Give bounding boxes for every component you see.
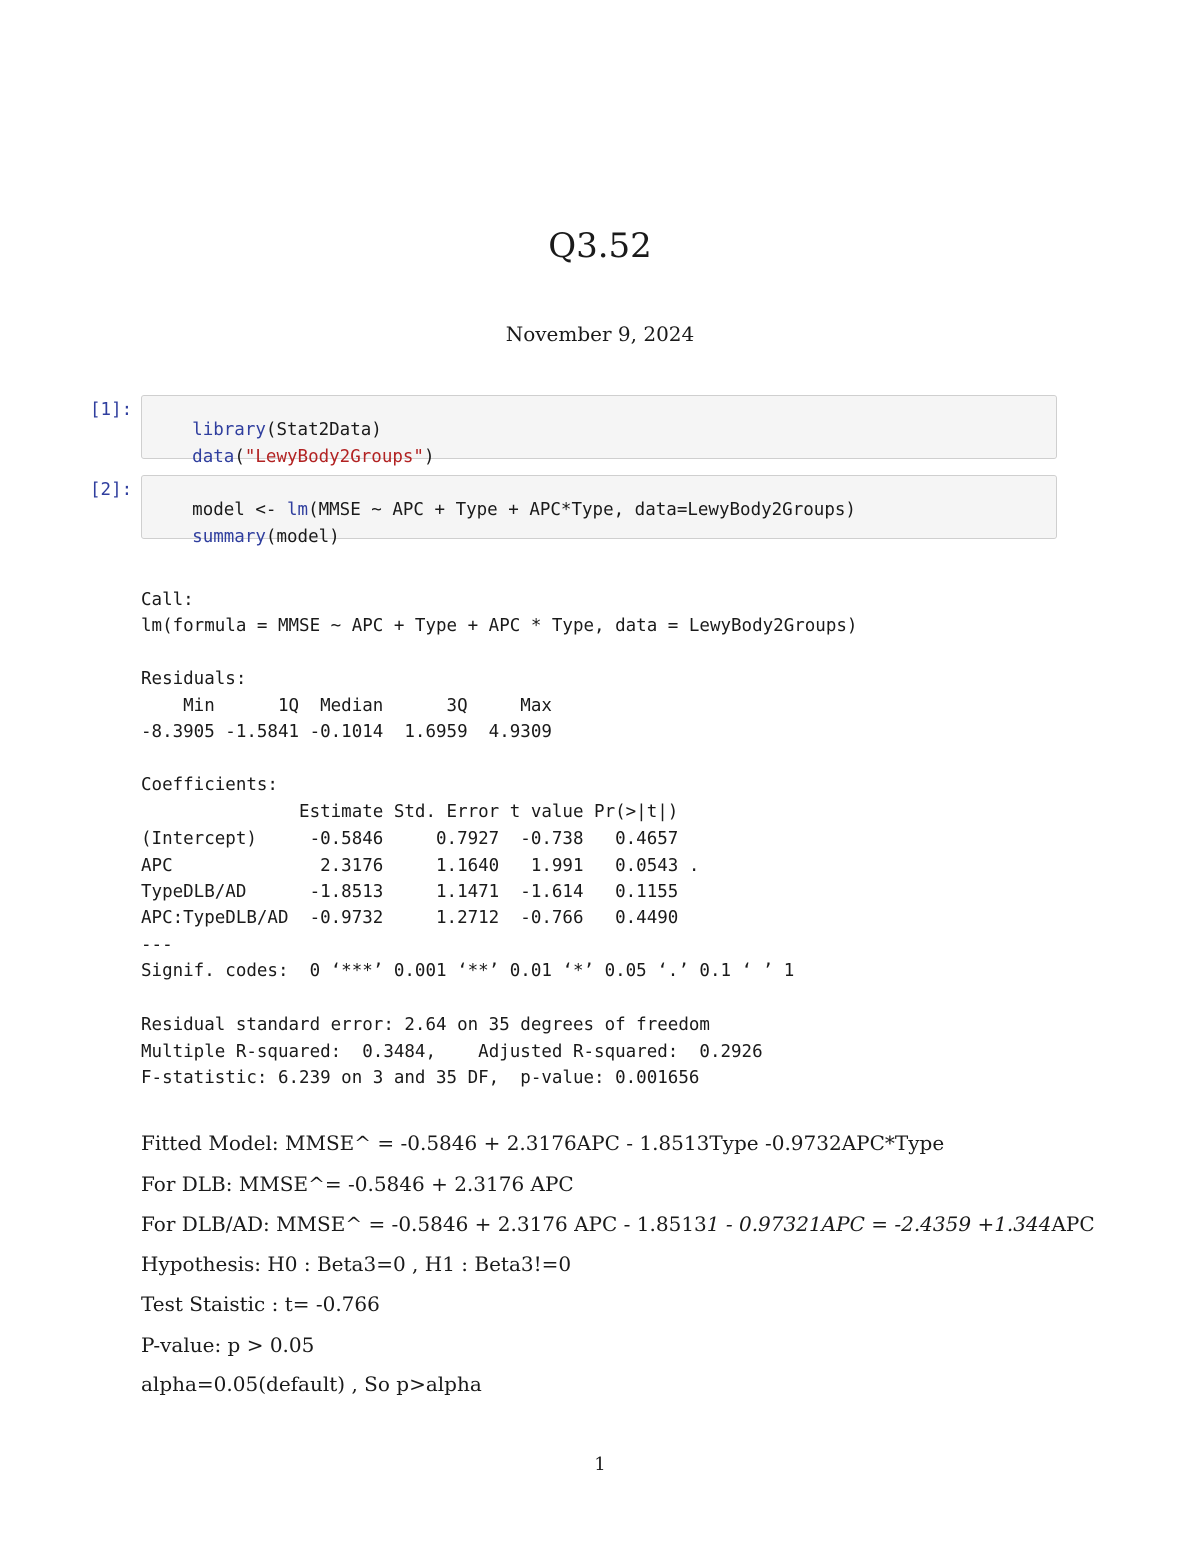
document-date: November 9, 2024: [505, 322, 695, 346]
page-number: 1: [594, 1454, 606, 1475]
output-line: Coefficients:: [141, 775, 278, 795]
dlbad-part-b: 1 - 0.97321APC = -2.4359 +1.344: [706, 1212, 1052, 1236]
output-line: ---: [141, 935, 173, 955]
code-token: (model): [265, 527, 340, 547]
output-line: Residual standard error: 2.64 on 35 degrees of freedom: [141, 1015, 710, 1035]
code-token: lm: [286, 500, 309, 520]
code-token: ): [423, 447, 435, 467]
output-line: Min 1Q Median 3Q Max: [141, 696, 563, 716]
output-line: TypeDLB/AD -1.8513 1.1471 -1.614 0.1155: [141, 882, 700, 902]
output-line: APC:TypeDLB/AD -0.9732 1.2712 -0.766 0.4490: [141, 908, 700, 928]
code-token: library: [192, 420, 266, 440]
output-line: Multiple R-squared: 0.3484, Adjusted R-squared: 0.2926: [141, 1042, 774, 1062]
dlbad-part-c: APC: [1051, 1212, 1095, 1236]
output-line: Signif. codes: 0 ‘***’ 0.001 ‘**’ 0.01 ‘*’ 0.05 ‘.’ 0.1 ‘ ’ 1: [141, 961, 795, 981]
output-line: lm(formula = MMSE ~ APC + Type + APC * Type, data = LewyBody2Groups): [141, 616, 858, 636]
test-statistic-text: Test Staistic : t= -0.766: [141, 1292, 380, 1316]
hypothesis-text: Hypothesis: H0 : Beta3=0 , H1 : Beta3!=0: [141, 1252, 572, 1276]
alpha-text: alpha=0.05(default) , So p>alpha: [141, 1372, 482, 1396]
code-token: (Stat2Data): [265, 420, 382, 440]
fitted-model-text: Fitted Model: MMSE^ = -0.5846 + 2.3176APC - 1.8513Type -0.9732APC*Type: [141, 1131, 945, 1155]
code-token: data: [192, 447, 235, 467]
cell-2-prompt: [2]:: [90, 480, 133, 500]
dlbad-part-a: For DLB/AD: MMSE^ = -0.5846 + 2.3176 APC - 1.8513: [141, 1212, 707, 1236]
dlbad-model-text: [141, 1212, 1095, 1236]
output-line: F-statistic: 6.239 on 3 and 35 DF, p-value: 0.001656: [141, 1068, 700, 1088]
code-token: (: [234, 447, 245, 467]
output-line: Call:: [141, 590, 194, 610]
code-token: model <-: [192, 500, 287, 520]
code-token: summary: [192, 527, 266, 547]
code-cell-2[interactable]: [141, 475, 1057, 547]
code-token: (MMSE ~ APC + Type + APC*Type, data=LewyBody2Groups): [308, 500, 856, 520]
code-cell-1[interactable]: [141, 395, 1057, 467]
output-line: (Intercept) -0.5846 0.7927 -0.738 0.4657: [141, 829, 700, 849]
output-line: APC 2.3176 1.1640 1.991 0.0543 .: [141, 856, 700, 876]
cell-1-prompt: [1]:: [90, 400, 133, 420]
dlb-model-text: For DLB: MMSE^= -0.5846 + 2.3176 APC: [141, 1172, 574, 1196]
code-line: [150, 507, 340, 567]
p-value-text: P-value: p > 0.05: [141, 1333, 315, 1357]
document-title: Q3.52: [548, 226, 652, 266]
code-token: "LewyBody2Groups": [244, 447, 424, 467]
output-line: -8.3905 -1.5841 -0.1014 1.6959 4.9309: [141, 722, 563, 742]
output-line: Estimate Std. Error t value Pr(>|t|): [141, 802, 700, 822]
output-line: Residuals:: [141, 669, 247, 689]
